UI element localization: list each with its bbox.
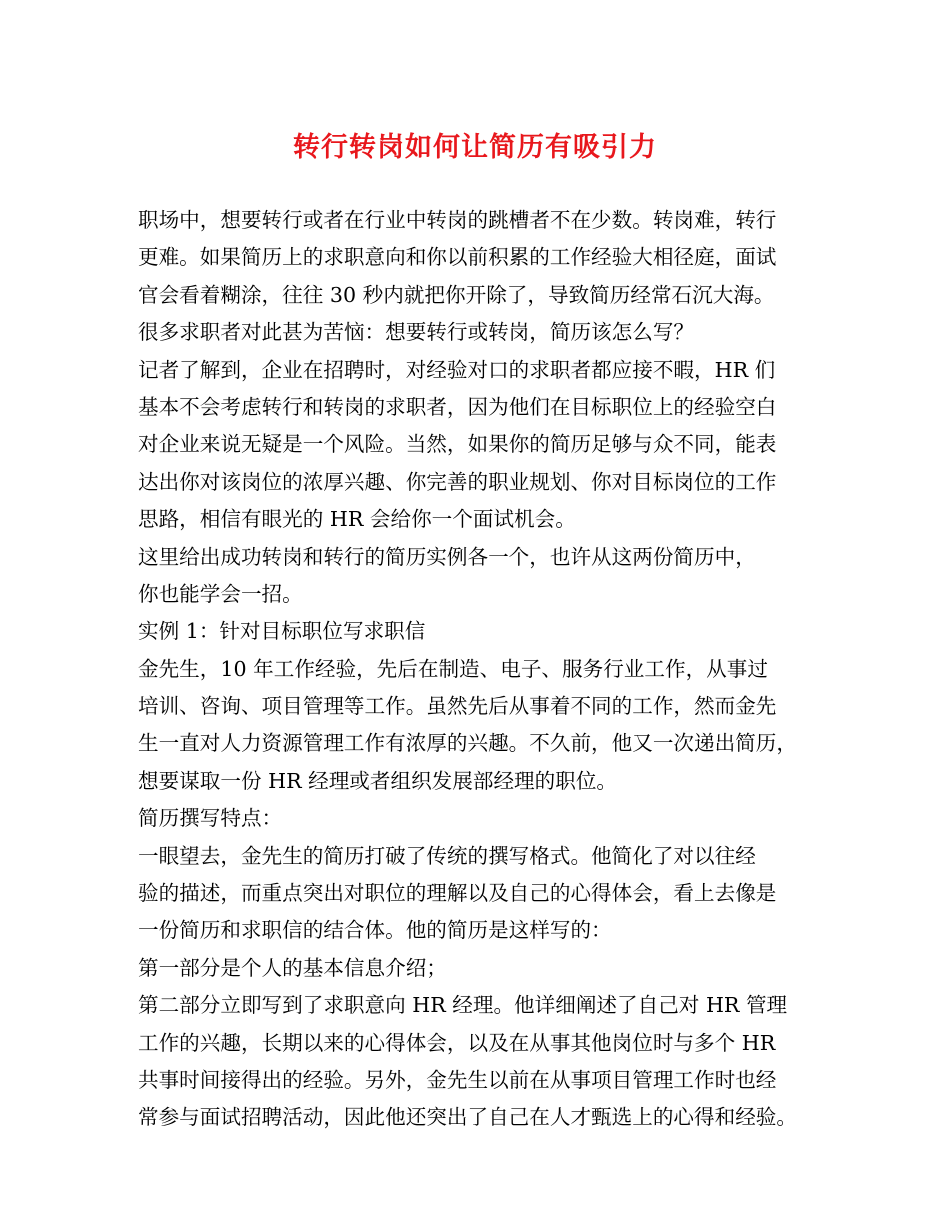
text-line: 金先生，10 年工作经验，先后在制造、电子、服务行业工作，从事过: [138, 656, 768, 681]
text-line: 一份简历和求职信的结合体。他的简历是这样写的：: [138, 918, 612, 943]
text-line: 实例 1：针对目标职位写求职信: [138, 619, 426, 644]
document-body: [138, 202, 828, 1137]
text-line: 培训、咨询、项目管理等工作。虽然先后从事着不同的工作，然而金先: [138, 694, 777, 719]
text-line: 职场中，想要转行或者在行业中转岗的跳槽者不在少数。转岗难，转行: [138, 208, 777, 232]
text-line: 很多求职者对此甚为苦恼：想要转行或转岗，简历该怎么写？: [138, 320, 695, 345]
text-line: 工作的兴趣，长期以来的心得体会，以及在从事其他岗位时与多个 HR: [138, 1030, 776, 1055]
text-line: 官会看着糊涂，往往 30 秒内就把你开除了，导致简历经常石沉大海。: [138, 282, 775, 307]
text-line: 记者了解到，企业在招聘时，对经验对口的求职者都应接不暇，HR 们: [138, 357, 776, 382]
text-line: 你也能学会一招。: [138, 581, 303, 606]
text-line: 这里给出成功转岗和转行的简历实例各一个，也许从这两份简历中，: [138, 544, 756, 569]
text-line: 一眼望去，金先生的简历打破了传统的撰写格式。他简化了对以往经: [138, 843, 756, 868]
document-title: 转行转岗如何让简历有吸引力: [293, 132, 657, 163]
text-line: 第二部分立即写到了求职意向 HR 经理。他详细阐述了自己对 HR 管理: [138, 993, 788, 1018]
text-line: 验的描述，而重点突出对职位的理解以及自己的心得体会，看上去像是: [138, 881, 777, 906]
text-line: 生一直对人力资源管理工作有浓厚的兴趣。不久前，他又一次递出简历，: [138, 731, 797, 756]
text-line: 简历撰写特点：: [138, 806, 283, 831]
text-line: 共事时间接得出的经验。另外，金先生以前在从事项目管理工作时也经: [138, 1067, 777, 1092]
text-line: 思路，相信有眼光的 HR 会给你一个面试机会。: [138, 507, 576, 532]
text-line: 常参与面试招聘活动，因此他还突出了自己在人才甄选上的心得和经验。: [138, 1105, 797, 1130]
text-line: 更难。如果简历上的求职意向和你以前积累的工作经验大相径庭，面试: [138, 245, 777, 270]
text-line: 第一部分是个人的基本信息介绍；: [138, 955, 447, 980]
text-line: 达出你对该岗位的浓厚兴趣、你完善的职业规划、你对目标岗位的工作: [138, 469, 777, 494]
text-line: 基本不会考虑转行和转岗的求职者，因为他们在目标职位上的经验空白: [138, 394, 777, 419]
text-line: 对企业来说无疑是一个风险。当然，如果你的简历足够与众不同，能表: [138, 432, 777, 457]
text-line: 想要谋取一份 HR 经理或者组织发展部经理的职位。: [138, 768, 618, 793]
